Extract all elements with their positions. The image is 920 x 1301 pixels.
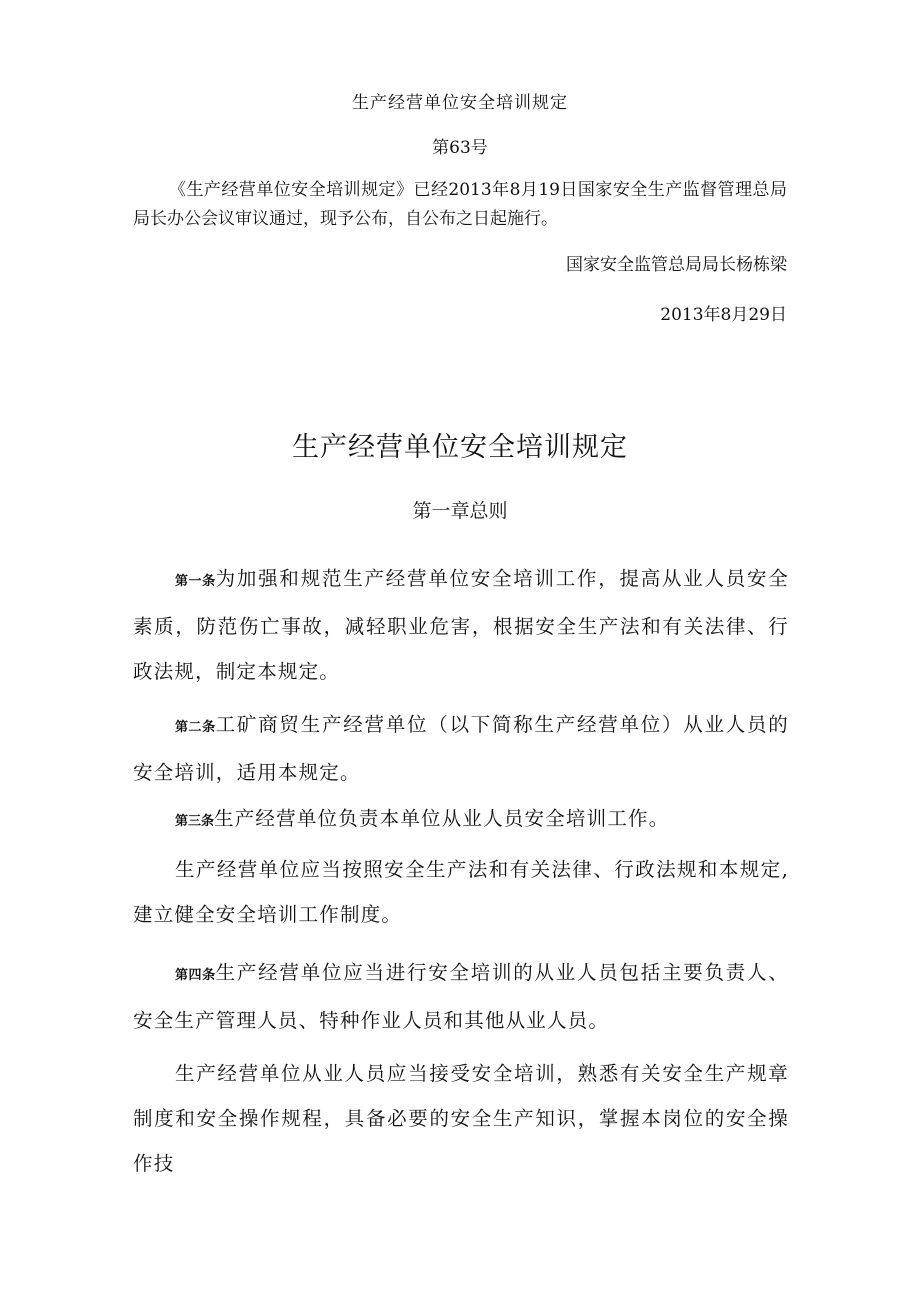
article-text: 生产经营单位负责本单位从业人员安全培训工作。 xyxy=(214,807,670,830)
paragraph xyxy=(133,1051,789,1186)
chapter-heading: 第一章总则 xyxy=(412,500,508,522)
paragraph-text: 生产经营单位应当按照安全生产法和有关法律、行政法规和本规定,建立健全安全培训工作制度。 xyxy=(133,858,789,926)
article-label: 第三条 xyxy=(175,814,215,829)
article-label: 第四条 xyxy=(175,968,216,983)
article-2 xyxy=(133,702,789,795)
document-title: 生产经营单位安全培训规定 xyxy=(292,432,628,463)
article-label: 第二条 xyxy=(175,720,216,735)
article-text: 工矿商贸生产经营单位（以下简称生产经营单位）从业人员的安全培训，适用本规定。 xyxy=(133,713,789,784)
signer: 国家安全监管总局局长杨栋梁 xyxy=(566,255,787,275)
article-text: 生产经营单位应当进行安全培训的从业人员包括主要负责人、安全生产管理人员、特种作业人员和其他从业人员。 xyxy=(133,961,789,1032)
paragraph-text: 生产经营单位从业人员应当接受安全培训，熟悉有关安全生产规章制度和安全操作规程，具备必要的安全生产知识，掌握本岗位的安全操作技 xyxy=(133,1062,789,1175)
article-1 xyxy=(133,556,789,694)
article-label: 第一条 xyxy=(175,574,216,589)
paragraph xyxy=(133,847,789,937)
announcement-title: 生产经营单位安全培训规定 xyxy=(352,93,568,113)
order-number: 第63号 xyxy=(432,138,488,158)
article-3 xyxy=(133,796,789,844)
announcement-text: 《生产经营单位安全培训规定》已经2013年8月19日国家安全生产监督管理总局局长办公会议审议通过，现予公布，自公布之日起施行。 xyxy=(133,180,787,229)
sign-date: 2013年8月29日 xyxy=(660,305,787,325)
article-4 xyxy=(133,950,789,1043)
article-text: 为加强和规范生产经营单位安全培训工作，提高从业人员安全素质，防范伤亡事故，减轻职业危害，根据安全生产法和有关法律、行政法规，制定本规定。 xyxy=(133,567,789,683)
